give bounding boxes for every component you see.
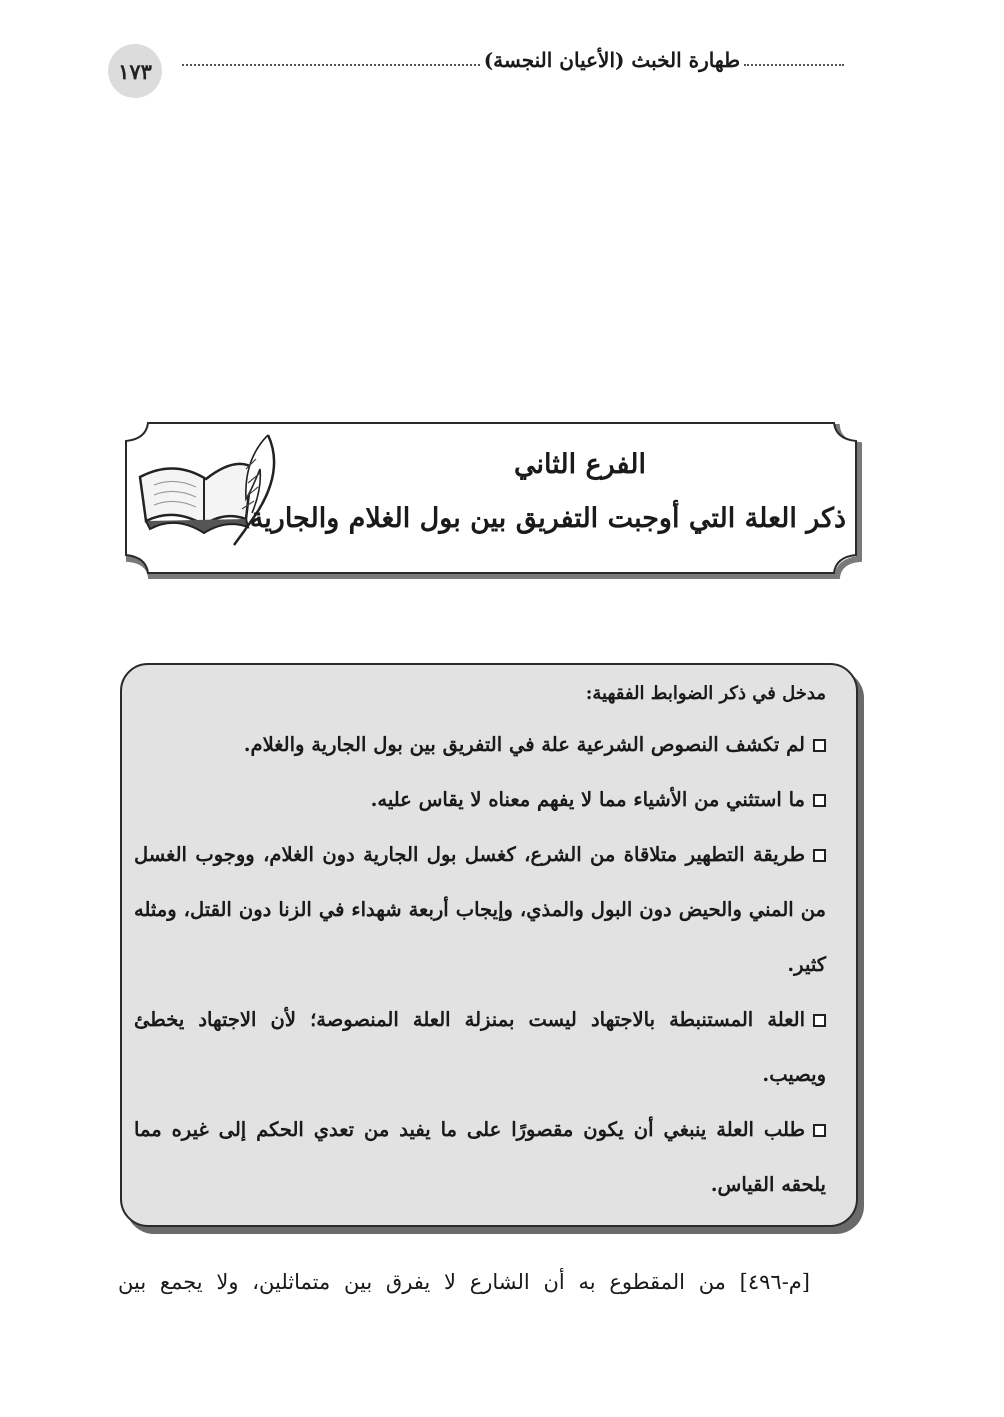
checkbox-bullet-icon [813,1124,826,1137]
rule-item [134,717,826,772]
leader-dots-right [744,64,844,66]
page-number: ١٧٣ [108,44,162,98]
checkbox-bullet-icon [813,849,826,862]
rule-text: طلب العلة ينبغي أن يكون مقصورًا على ما يفيد من تعدي الحكم إلى غيره مما يلحقه القياس. [134,1118,826,1196]
running-title [178,48,848,72]
running-title-text: طهارة الخبث (الأعيان النجسة) [483,48,740,72]
rules-heading: مدخل في ذكر الضوابط الفقهية: [585,683,826,704]
branch-subtitle: ذكر العلة التي أوجبت التفريق بين بول الغلام والجارية [249,503,846,534]
rule-item [134,772,826,827]
branch-title: الفرع الثاني [514,449,646,480]
leader-dots-left [182,64,480,66]
rule-item [134,992,826,1102]
page-header [108,44,848,96]
body-paragraph: [م-٤٩٦] من المقطوع به أن الشارع لا يفرق بين متماثلين، ولا يجمع بين [118,1270,810,1294]
rule-text: طريقة التطهير متلاقاة من الشرع، كغسل بول الجارية دون الغلام، ووجوب الغسل من المني والحيض دون البول والمذي، وإيجاب أربعة شهداء في الزنا دون القتل، ومثله كثير. [134,843,826,976]
rule-text: لم تكشف النصوص الشرعية علة في التفريق بين بول الجارية والغلام. [243,733,805,756]
checkbox-bullet-icon [813,794,826,807]
rule-text: ما استثني من الأشياء مما لا يفهم معناه لا يقاس عليه. [370,788,805,811]
fiqh-rules-box [120,663,858,1227]
rule-item [134,827,826,992]
checkbox-bullet-icon [813,739,826,752]
branch-title-frame [120,421,862,579]
checkbox-bullet-icon [813,1014,826,1027]
rule-item [134,1102,826,1212]
rule-text: العلة المستنبطة بالاجتهاد ليست بمنزلة العلة المنصوصة؛ لأن الاجتهاد يخطئ ويصيب. [134,1008,826,1086]
